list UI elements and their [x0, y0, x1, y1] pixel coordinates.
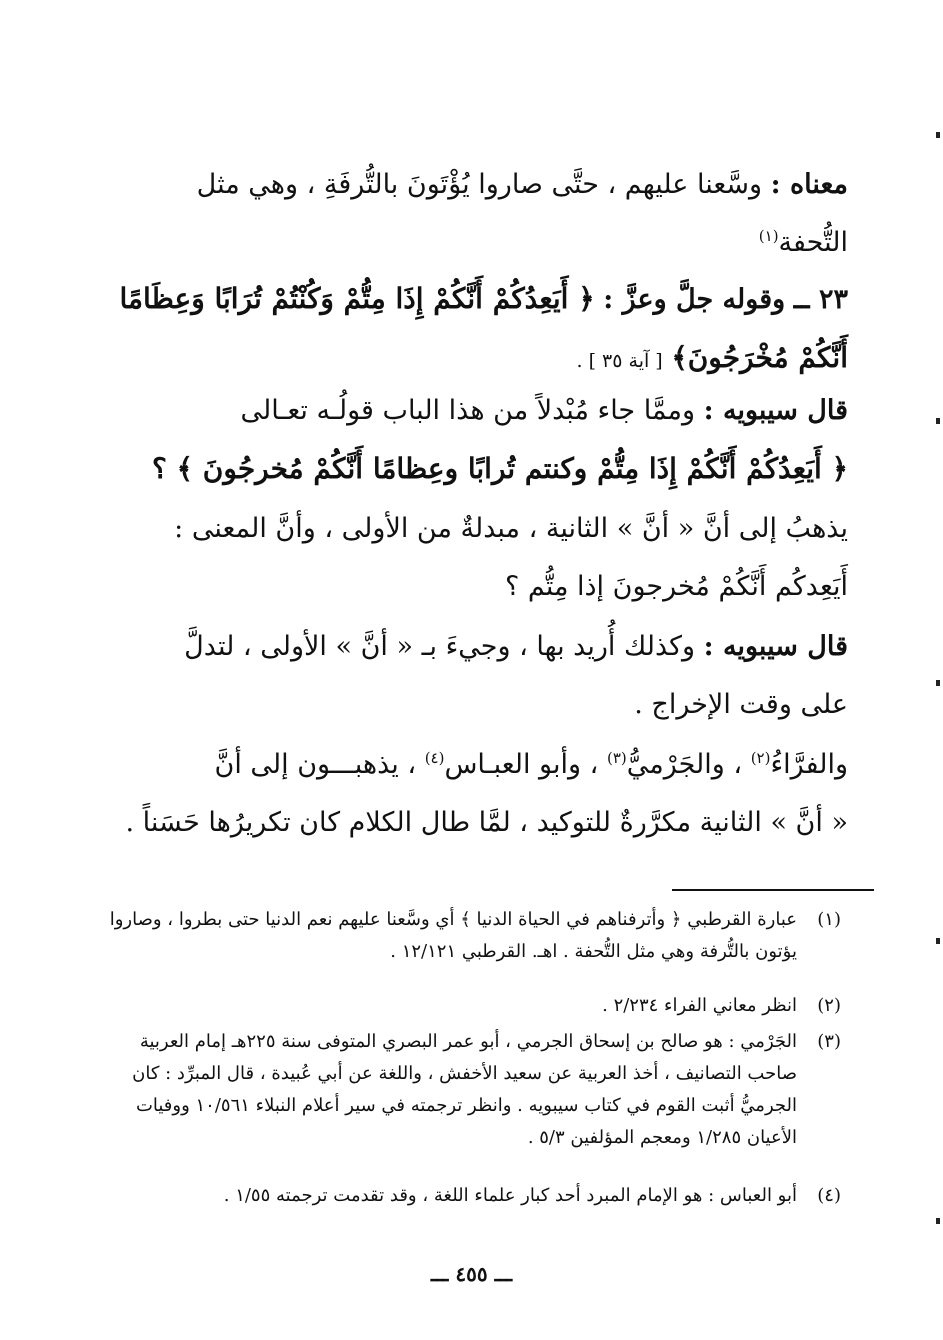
intro-text: وقوله جلَّ وعزَّ : — [603, 284, 786, 315]
text-line — [96, 500, 848, 558]
paragraph-sibawayh-2 — [96, 618, 848, 734]
text-line — [96, 736, 848, 794]
paragraph-grammarians — [96, 736, 848, 852]
text-line — [96, 676, 848, 734]
verse-citation: [ آية ٣٥ ] . — [576, 350, 663, 372]
footnote-text — [96, 904, 797, 968]
text-span: وسَّعنا عليهم ، حتَّى صاروا يُؤْتَونَ بالتُّرفَةِ ، وهي مثل — [196, 169, 763, 200]
text-span: أَيَعِدكُم أَنَّكُمْ مُخرجونَ إذا مِتُّم ؟ — [504, 571, 848, 602]
text-span: وكذلك أُريد بها ، وجيءَ بـ « أنَّ » الأولى ، لتدلَّ — [184, 631, 696, 662]
footnote-text — [96, 1180, 797, 1212]
paragraph-meaning — [96, 156, 848, 272]
footnote-line: الأعيان ١/٢٨٥ ومعجم المؤلفين ٥/٣ . — [527, 1127, 797, 1148]
footnote-number: (٤) — [817, 1185, 841, 1206]
item-number: ٢٣ ــ — [793, 284, 848, 315]
text-span: ، يذهبـــون إلى أنَّ — [214, 749, 417, 780]
text-line — [96, 214, 848, 272]
footnote-2 — [96, 990, 841, 1022]
footnote-line: صاحب التصانيف ، أخذ العربية عن سعيد الأخفش ، واللغة عن أبي عُبيدة ، قال المبرِّد : كان — [132, 1063, 797, 1084]
text-span: والفرَّاءُ — [770, 749, 848, 780]
footnote-ref: (٣) — [606, 749, 627, 767]
footnote-line: يؤتون بالتُّرفة وهي مثل التُّحفة . اهـ. القرطبي ١٢/١٢١ . — [390, 941, 797, 962]
footnote-ref: (١) — [758, 227, 779, 245]
text-line — [96, 382, 848, 440]
text-line — [96, 329, 848, 390]
paragraph-sibawayh-1 — [96, 382, 848, 499]
label-sibawayh: قال سيبويه : — [703, 395, 848, 426]
text-span: ، والجَرْميُّ — [626, 749, 743, 780]
text-span: التُّحفة — [778, 227, 848, 258]
footnote-line: عبارة القرطبي ﴿ وأترفناهم في الحياة الدنيا ﴾ أي وسَّعنا عليهم نعم الدنيا حتى بطروا ، وصاروا — [109, 909, 797, 930]
footnote-line: الجرميُّ أثبت القوم في كتاب سيبويه . وانظر ترجمته في سير أعلام النبلاء ١٠/٥٦١ ووفيات — [135, 1095, 797, 1116]
scan-mark — [936, 938, 940, 944]
footnote-number: (١) — [817, 909, 841, 930]
text-line — [96, 558, 848, 616]
footnote-line: أبو العباس : هو الإمام المبرد أحد كبار علماء اللغة ، وقد تقدمت ترجمته ١/٥٥ . — [223, 1185, 797, 1206]
footnote-line: الجَرْمي : هو صالح بن إسحاق الجرمي ، أبو عمر البصري المتوفى سنة ٢٢٥هـ إمام العربية — [139, 1031, 797, 1052]
quran-verse: ﴿ أَيَعِدُكُمْ أَنَّكُمْ إِذَا مِتُّمْ وكنتم تُرابًا وعِظامًا أَنَّكُمْ مُخرجُونَ ﴾ ؟ — [152, 452, 848, 485]
footnote-text — [96, 1026, 797, 1154]
footnote-ref: (٢) — [750, 749, 771, 767]
footnote-number: (٣) — [817, 1031, 841, 1052]
text-line — [96, 440, 848, 499]
page-number: ـــ ٤٥٥ ـــ — [430, 1262, 513, 1286]
text-span: يذهبُ إلى أنَّ « أنَّ » الثانية ، مبدلةٌ من الأولى ، وأنَّ المعنى : — [174, 513, 848, 544]
text-span: على وقت الإخراج . — [634, 689, 848, 720]
footnote-text — [96, 990, 797, 1022]
label-meaning: معناه : — [770, 169, 848, 200]
text-span: « أنَّ » الثانية مكرَّرةٌ للتوكيد ، لمَّا طال الكلام كان تكريرُها حَسَناً . — [125, 807, 848, 838]
footnote-number: (٢) — [817, 995, 841, 1016]
quran-verse: أَنَّكُمْ مُخْرَجُونَ﴾ — [671, 341, 848, 374]
footnote-4 — [96, 1180, 841, 1212]
footnote-1 — [96, 904, 841, 968]
footnote-ref: (٤) — [424, 749, 445, 767]
label-sibawayh: قال سيبويه : — [703, 631, 848, 662]
text-line — [96, 156, 848, 214]
footnote-3 — [96, 1026, 841, 1154]
scan-mark — [936, 418, 940, 424]
paragraph-explanation — [96, 500, 848, 616]
paragraph-verse-23 — [96, 270, 848, 390]
text-span: ، وأبو العبـاس — [444, 749, 599, 780]
text-line — [96, 618, 848, 676]
scan-mark — [936, 1218, 940, 1224]
scan-mark — [936, 132, 940, 138]
footnote-separator — [672, 889, 874, 891]
quran-verse: ﴿ أَيَعِدُكُمْ أَنَّكُمْ إِذَا مِتُّمْ وَكُنْتُمْ تُرَابًا وَعِظَامًا — [119, 282, 595, 315]
footnote-line: انظر معاني الفراء ٢/٢٣٤ . — [602, 995, 797, 1016]
scan-mark — [936, 680, 940, 686]
text-line — [96, 270, 848, 329]
text-line — [96, 794, 848, 852]
text-span: وممَّا جاء مُبْدلاً من هذا الباب قولُـه تعـالى — [240, 395, 696, 426]
